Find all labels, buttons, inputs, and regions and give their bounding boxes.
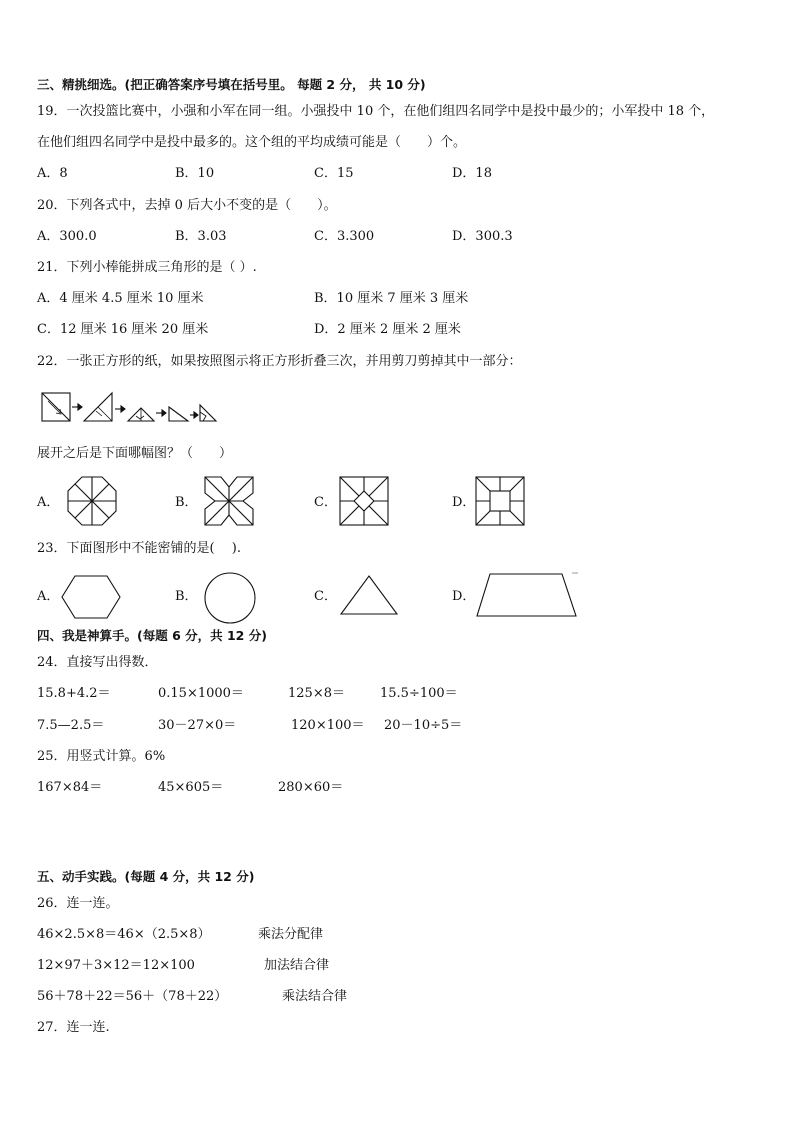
section-5-heading: 五、动手实践。(每题 4 分，共 12 分) — [37, 869, 255, 884]
q22-option-a-figure — [66, 475, 118, 527]
q22-after-text: 展开之后是下面哪幅图？（ ） — [37, 446, 233, 461]
q24-r2-c2: 30－27×0＝ — [158, 718, 237, 733]
q26-left-3: 56＋78＋22＝56＋（78＋22） — [37, 989, 228, 1004]
q19-option-b: B．10 — [175, 166, 215, 181]
q23-stem: 23．下面图形中不能密铺的是( ). — [37, 541, 241, 556]
q20-stem: 20．下列各式中，去掉 0 后大小不变的是（ ）。 — [37, 198, 337, 213]
q19-option-d: D．18 — [452, 166, 492, 181]
q23-option-c-label: C． — [314, 589, 337, 604]
q19-option-a: A．8 — [37, 166, 68, 181]
circle-figure — [203, 571, 257, 625]
q26-right-1: 乘法分配律 — [258, 927, 324, 942]
section-4-heading: 四、我是神算手。(每题 6 分，共 12 分) — [37, 628, 267, 643]
q26-stem: 26．连一连。 — [37, 896, 119, 911]
q24-r1-c3: 125×8＝ — [288, 686, 345, 701]
folding-steps-figure — [40, 389, 220, 427]
q25-stem: 25．用竖式计算。6% — [37, 749, 166, 764]
q20-option-b: B．3.03 — [175, 229, 227, 244]
q19-line2: 在他们组四名同学中是投中最多的。这个组的平均成绩可能是（ ）个。 — [37, 135, 467, 150]
q26-left-2: 12×97＋3×12＝12×100 — [37, 958, 195, 973]
q26-left-1: 46×2.5×8＝46×（2.5×8） — [37, 927, 211, 942]
q21-option-a: A．4 厘米 4.5 厘米 10 厘米 — [37, 291, 204, 306]
q22-option-d-label: D． — [452, 495, 476, 510]
triangle-figure — [339, 574, 399, 616]
q22-option-b-label: B． — [175, 495, 198, 510]
q24-r2-c4: 20－10÷5＝ — [384, 718, 463, 733]
q22-stem: 22．一张正方形的纸，如果按照图示将正方形折叠三次，并用剪刀剪掉其中一部分： — [37, 354, 522, 369]
q25-item-1: 167×84＝ — [37, 780, 103, 795]
q23-option-d-label: D． — [452, 589, 476, 604]
q24-r1-c2: 0.15×1000＝ — [158, 686, 244, 701]
q22-option-b-figure — [203, 475, 255, 527]
q24-stem: 24．直接写出得数． — [37, 655, 158, 670]
q26-right-3: 乘法结合律 — [282, 989, 348, 1004]
q22-option-c-label: C． — [314, 495, 337, 510]
q25-item-2: 45×605＝ — [158, 780, 224, 795]
q19-line1: 19．一次投篮比赛中，小强和小军在同一组。小强投中 10 个，在他们组四名同学中是投中最少的；小军投中 18 个， — [37, 104, 715, 119]
q21-option-c: C．12 厘米 16 厘米 20 厘米 — [37, 322, 209, 337]
q27-stem: 27．连一连. — [37, 1020, 110, 1035]
q24-r1-c1: 15.8+4.2＝ — [37, 686, 111, 701]
q22-option-d-figure — [474, 475, 526, 527]
q22-option-c-figure — [338, 475, 390, 527]
q24-r1-c4: 15.5÷100＝ — [380, 686, 458, 701]
q23-option-a-label: A． — [37, 589, 60, 604]
q19-option-c: C．15 — [314, 166, 354, 181]
q21-option-b: B．10 厘米 7 厘米 3 厘米 — [314, 291, 469, 306]
section-3-heading: 三、精挑细选。(把正确答案序号填在括号里。 每题 2 分， 共 10 分) — [37, 77, 426, 92]
q23-option-b-label: B． — [175, 589, 198, 604]
trapezoid-figure — [474, 570, 582, 620]
q25-item-3: 280×60＝ — [278, 780, 344, 795]
q21-option-d: D．2 厘米 2 厘米 2 厘米 — [314, 322, 461, 337]
q24-r2-c1: 7.5—2.5＝ — [37, 718, 105, 733]
hexagon-figure — [60, 574, 122, 620]
q22-option-a-label: A． — [37, 495, 60, 510]
q21-stem: 21．下列小棒能拼成三角形的是（ ）. — [37, 260, 257, 275]
q20-option-a: A．300.0 — [37, 229, 97, 244]
q20-option-d: D．300.3 — [452, 229, 513, 244]
q24-r2-c3: 120×100＝ — [291, 718, 365, 733]
q20-option-c: C．3.300 — [314, 229, 375, 244]
q26-right-2: 加法结合律 — [264, 958, 330, 973]
